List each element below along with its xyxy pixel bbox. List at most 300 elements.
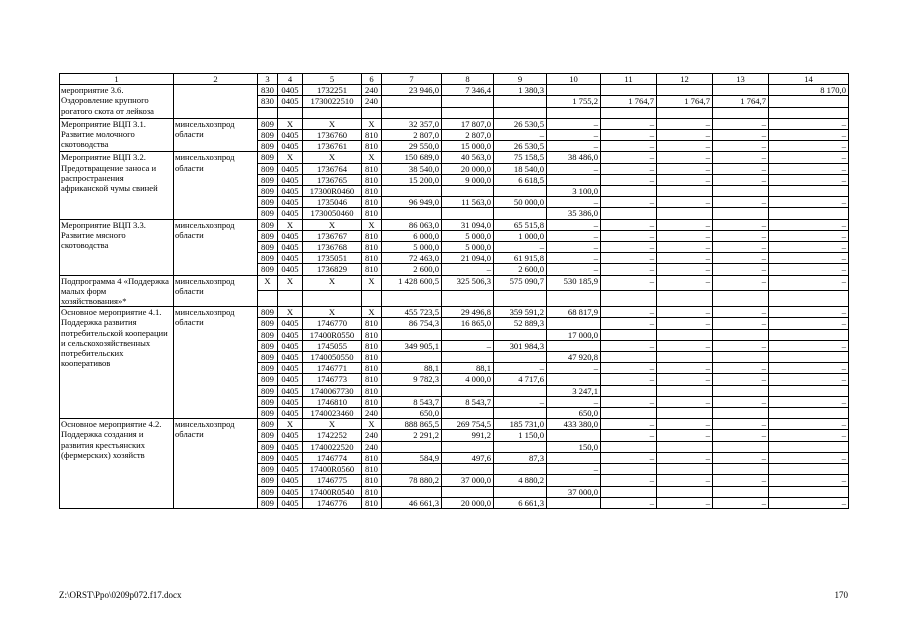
table-cell: 87,3 <box>494 452 547 463</box>
table-cell: X <box>278 152 303 163</box>
table-cell: 4 000,0 <box>442 374 494 385</box>
table-cell: 810 <box>362 197 382 208</box>
table-cell: X <box>303 307 362 318</box>
table-cell: – <box>713 264 769 275</box>
table-cell <box>713 464 769 475</box>
table-cell: 0405 <box>278 197 303 208</box>
table-cell <box>382 186 442 197</box>
table-cell: 809 <box>258 475 278 486</box>
table-cell <box>442 291 494 307</box>
table-cell <box>278 291 303 307</box>
table-cell: 0405 <box>278 130 303 141</box>
table-cell: 6 661,3 <box>494 497 547 508</box>
table-cell: – <box>769 253 849 264</box>
column-number: 12 <box>657 74 713 85</box>
table-cell: – <box>713 118 769 129</box>
table-cell <box>601 208 657 219</box>
table-cell: – <box>769 497 849 508</box>
table-cell: – <box>657 130 713 141</box>
table-cell: 359 591,2 <box>494 307 547 318</box>
table-cell: 75 158,5 <box>494 152 547 163</box>
table-cell: 650,0 <box>382 408 442 419</box>
table-cell <box>442 486 494 497</box>
table-cell: – <box>601 396 657 407</box>
table-cell <box>769 441 849 452</box>
table-cell: – <box>713 130 769 141</box>
table-cell <box>547 291 601 307</box>
table-cell <box>547 475 601 486</box>
table-cell <box>494 107 547 118</box>
table-cell: 46 661,3 <box>382 497 442 508</box>
table-cell: – <box>657 275 713 291</box>
table-cell: – <box>601 374 657 385</box>
table-cell: 1745055 <box>303 340 362 351</box>
table-cell: 50 000,0 <box>494 197 547 208</box>
responsible-executor: минсельхозпрод области <box>174 419 258 509</box>
table-cell: – <box>601 307 657 318</box>
table-cell: – <box>657 118 713 129</box>
table-cell: 809 <box>258 441 278 452</box>
table-cell: – <box>657 253 713 264</box>
event-name: Мероприятие ВЦП 3.3. Развитие мясного скотоводства <box>60 219 174 275</box>
table-cell <box>494 96 547 107</box>
event-name: мероприятие 3.6. Оздоровление крупного рогатого скота от лейкоза <box>60 85 174 119</box>
table-cell: 1742252 <box>303 430 362 441</box>
table-cell <box>442 464 494 475</box>
table-cell: 2 291,2 <box>382 430 442 441</box>
table-cell: 17 000,0 <box>547 329 601 340</box>
table-cell: 1736768 <box>303 242 362 253</box>
table-cell <box>713 385 769 396</box>
table-cell: 1740022520 <box>303 441 362 452</box>
column-number: 13 <box>713 74 769 85</box>
table-cell: 0405 <box>278 242 303 253</box>
table-cell: 26 530,5 <box>494 141 547 152</box>
table-cell: 21 094,0 <box>442 253 494 264</box>
column-number: 9 <box>494 74 547 85</box>
table-cell: – <box>601 219 657 230</box>
table-cell: 17300R0460 <box>303 186 362 197</box>
table-cell: 1740050550 <box>303 352 362 363</box>
table-cell: – <box>657 264 713 275</box>
table-cell <box>601 464 657 475</box>
table-cell: 8 543,7 <box>442 396 494 407</box>
table-cell: 1 000,0 <box>494 230 547 241</box>
table-cell: 809 <box>258 318 278 329</box>
table-cell: 809 <box>258 385 278 396</box>
table-cell: 40 563,0 <box>442 152 494 163</box>
table-cell: – <box>657 197 713 208</box>
table-cell <box>601 291 657 307</box>
table-cell: 7 346,4 <box>442 85 494 96</box>
table-cell: – <box>769 452 849 463</box>
table-cell: 29 496,8 <box>442 307 494 318</box>
table-cell: 1 755,2 <box>547 96 601 107</box>
table-cell <box>601 329 657 340</box>
table-cell: 15 000,0 <box>442 141 494 152</box>
column-number: 11 <box>601 74 657 85</box>
table-cell: – <box>494 396 547 407</box>
table-cell <box>494 352 547 363</box>
table-cell: 26 530,5 <box>494 118 547 129</box>
table-cell: 0405 <box>278 352 303 363</box>
table-cell: 809 <box>258 464 278 475</box>
table-cell <box>442 329 494 340</box>
table-cell: 0405 <box>278 96 303 107</box>
table-cell: – <box>657 230 713 241</box>
table-cell: – <box>547 464 601 475</box>
table-cell <box>382 441 442 452</box>
table-cell: 0405 <box>278 441 303 452</box>
table-cell <box>657 385 713 396</box>
table-cell: 809 <box>258 152 278 163</box>
table-row <box>60 85 849 96</box>
table-cell: X <box>303 219 362 230</box>
table-cell: 15 200,0 <box>382 174 442 185</box>
table-cell <box>547 430 601 441</box>
table-cell <box>657 85 713 96</box>
table-cell <box>442 96 494 107</box>
table-cell <box>601 352 657 363</box>
table-cell: 809 <box>258 352 278 363</box>
table-cell <box>362 291 382 307</box>
table-cell: – <box>713 152 769 163</box>
table-cell: – <box>769 152 849 163</box>
table-cell: X <box>303 419 362 430</box>
table-cell: 0405 <box>278 264 303 275</box>
table-cell: 0405 <box>278 452 303 463</box>
table-cell <box>713 441 769 452</box>
table-cell: – <box>713 275 769 291</box>
table-cell: – <box>713 374 769 385</box>
table-cell <box>442 385 494 396</box>
table-cell: – <box>601 174 657 185</box>
table-cell <box>547 318 601 329</box>
table-cell: 810 <box>362 464 382 475</box>
table-cell: 809 <box>258 197 278 208</box>
table-cell <box>657 186 713 197</box>
event-name: Мероприятие ВЦП 3.2. Предотвращение заноса и распространения африканской чумы свиней <box>60 152 174 219</box>
table-cell: 0405 <box>278 85 303 96</box>
table-cell: 1 428 600,5 <box>382 275 442 291</box>
table-cell: X <box>303 275 362 291</box>
table-cell: 9 000,0 <box>442 174 494 185</box>
table-cell: 1746775 <box>303 475 362 486</box>
table-cell: 809 <box>258 230 278 241</box>
table-cell: – <box>713 197 769 208</box>
table-cell: – <box>547 219 601 230</box>
table-cell: – <box>713 340 769 351</box>
table-cell: 2 807,0 <box>382 130 442 141</box>
table-cell <box>601 186 657 197</box>
table-cell: 1735051 <box>303 253 362 264</box>
table-cell: 1 150,0 <box>494 430 547 441</box>
table-cell: 809 <box>258 497 278 508</box>
table-cell: 0405 <box>278 253 303 264</box>
table-cell: X <box>362 419 382 430</box>
table-cell: – <box>713 419 769 430</box>
table-cell: – <box>547 130 601 141</box>
table-cell: – <box>547 363 601 374</box>
table-cell <box>494 291 547 307</box>
column-number: 4 <box>278 74 303 85</box>
table-cell: 18 540,0 <box>494 163 547 174</box>
column-number: 7 <box>382 74 442 85</box>
table-cell: 1736829 <box>303 264 362 275</box>
table-cell: 830 <box>258 96 278 107</box>
column-number: 8 <box>442 74 494 85</box>
table-cell: 4 880,2 <box>494 475 547 486</box>
table-cell <box>382 208 442 219</box>
table-cell: – <box>769 275 849 291</box>
table-cell: – <box>657 396 713 407</box>
table-cell: – <box>547 197 601 208</box>
table-cell: 0405 <box>278 363 303 374</box>
table-cell: 809 <box>258 396 278 407</box>
table-cell: 0405 <box>278 475 303 486</box>
table-cell <box>769 107 849 118</box>
table-cell <box>657 464 713 475</box>
table-cell: 5 000,0 <box>442 230 494 241</box>
table-cell: 38 486,0 <box>547 152 601 163</box>
table-cell: 830 <box>258 85 278 96</box>
table-cell: 810 <box>362 329 382 340</box>
table-cell: 47 920,8 <box>547 352 601 363</box>
table-cell: 0405 <box>278 318 303 329</box>
table-cell: 810 <box>362 130 382 141</box>
table-cell: – <box>713 163 769 174</box>
table-cell <box>601 408 657 419</box>
table-cell: – <box>769 363 849 374</box>
table-cell: 1746770 <box>303 318 362 329</box>
table-cell: 11 563,0 <box>442 197 494 208</box>
table-cell: – <box>494 363 547 374</box>
table-cell: 6 618,5 <box>494 174 547 185</box>
column-number: 1 <box>60 74 174 85</box>
table-cell: 325 506,3 <box>442 275 494 291</box>
column-number: 10 <box>547 74 601 85</box>
table-cell <box>713 107 769 118</box>
table-cell <box>442 352 494 363</box>
table-cell: – <box>713 253 769 264</box>
table-cell: – <box>713 242 769 253</box>
table-cell: 269 754,5 <box>442 419 494 430</box>
table-cell: 3 247,1 <box>547 385 601 396</box>
table-cell: 810 <box>362 253 382 264</box>
column-number: 3 <box>258 74 278 85</box>
table-cell <box>657 441 713 452</box>
table-cell: 0405 <box>278 430 303 441</box>
table-cell: 29 550,0 <box>382 141 442 152</box>
table-cell <box>657 352 713 363</box>
table-cell: 65 515,8 <box>494 219 547 230</box>
table-cell: 810 <box>362 486 382 497</box>
table-cell: 0405 <box>278 340 303 351</box>
table-cell: 809 <box>258 486 278 497</box>
table-cell: 1740023460 <box>303 408 362 419</box>
table-cell: 0405 <box>278 374 303 385</box>
table-cell <box>382 329 442 340</box>
table-cell: 809 <box>258 408 278 419</box>
table-cell: – <box>547 230 601 241</box>
table-cell <box>547 374 601 385</box>
table-row <box>60 118 849 129</box>
table-cell: – <box>657 419 713 430</box>
table-cell: 0405 <box>278 486 303 497</box>
responsible-executor: минсельхозпрод области <box>174 275 258 307</box>
table-cell: – <box>657 363 713 374</box>
table-cell: 809 <box>258 452 278 463</box>
table-cell: 809 <box>258 219 278 230</box>
table-cell: – <box>769 197 849 208</box>
table-cell: – <box>601 363 657 374</box>
table-cell: – <box>769 118 849 129</box>
table-cell: 2 807,0 <box>442 130 494 141</box>
table-cell: – <box>601 318 657 329</box>
table-cell: 0405 <box>278 208 303 219</box>
table-cell: – <box>601 419 657 430</box>
table-cell: – <box>494 130 547 141</box>
table-cell: X <box>278 118 303 129</box>
table-cell: 32 357,0 <box>382 118 442 129</box>
table-cell: 888 865,5 <box>382 419 442 430</box>
table-cell: 3 100,0 <box>547 186 601 197</box>
table-cell: 0405 <box>278 329 303 340</box>
table-cell: 150,0 <box>547 441 601 452</box>
table-cell <box>442 107 494 118</box>
table-cell: – <box>601 141 657 152</box>
column-number: 5 <box>303 74 362 85</box>
table-cell: – <box>713 452 769 463</box>
table-cell <box>657 208 713 219</box>
table-cell <box>494 464 547 475</box>
table-cell <box>494 186 547 197</box>
table-cell: X <box>258 275 278 291</box>
table-cell: 810 <box>362 318 382 329</box>
table-cell <box>769 486 849 497</box>
table-cell: 0405 <box>278 141 303 152</box>
table-cell: 6 000,0 <box>382 230 442 241</box>
table-cell: 0405 <box>278 396 303 407</box>
table-cell: 0405 <box>278 174 303 185</box>
table-cell: 809 <box>258 118 278 129</box>
table-cell: 240 <box>362 408 382 419</box>
table-cell: 810 <box>362 363 382 374</box>
table-cell: X <box>362 275 382 291</box>
table-cell: 1736764 <box>303 163 362 174</box>
table-cell: 809 <box>258 329 278 340</box>
table-cell <box>494 385 547 396</box>
table-cell: 86 063,0 <box>382 219 442 230</box>
table-cell: – <box>769 230 849 241</box>
table-cell: 1736760 <box>303 130 362 141</box>
table-cell: 240 <box>362 441 382 452</box>
table-cell <box>713 291 769 307</box>
table-cell: – <box>657 174 713 185</box>
table-cell: X <box>362 219 382 230</box>
table-cell: 575 090,7 <box>494 275 547 291</box>
table-cell: X <box>303 152 362 163</box>
table-cell <box>382 352 442 363</box>
table-cell: – <box>713 363 769 374</box>
table-cell: 810 <box>362 141 382 152</box>
table-cell: – <box>657 219 713 230</box>
table-cell: – <box>601 230 657 241</box>
table-cell <box>713 329 769 340</box>
table-cell: – <box>601 475 657 486</box>
table-cell <box>769 464 849 475</box>
table-cell: – <box>601 163 657 174</box>
table-cell: – <box>713 497 769 508</box>
table-cell: 650,0 <box>547 408 601 419</box>
table-cell: – <box>657 163 713 174</box>
table-cell: 810 <box>362 340 382 351</box>
table-cell <box>362 107 382 118</box>
table-cell: – <box>657 242 713 253</box>
table-cell: 1730050460 <box>303 208 362 219</box>
table-cell: 0405 <box>278 464 303 475</box>
table-cell <box>601 385 657 396</box>
table-cell <box>494 208 547 219</box>
table-cell: – <box>657 497 713 508</box>
table-cell: – <box>494 242 547 253</box>
table-cell <box>303 291 362 307</box>
table-cell: 810 <box>362 208 382 219</box>
table-cell: – <box>547 264 601 275</box>
table-cell: – <box>547 253 601 264</box>
table-cell: – <box>601 430 657 441</box>
table-cell <box>601 107 657 118</box>
table-cell <box>601 486 657 497</box>
table-cell: 17400R0540 <box>303 486 362 497</box>
table-cell: 20 000,0 <box>442 163 494 174</box>
table-cell: 20 000,0 <box>442 497 494 508</box>
table-cell <box>494 441 547 452</box>
table-cell: 809 <box>258 163 278 174</box>
table-cell: 810 <box>362 396 382 407</box>
table-cell <box>657 408 713 419</box>
table-cell <box>442 208 494 219</box>
table-cell: 810 <box>362 475 382 486</box>
table-cell: 23 946,0 <box>382 85 442 96</box>
table-cell: 810 <box>362 452 382 463</box>
table-cell: – <box>657 452 713 463</box>
table-cell: – <box>657 475 713 486</box>
table-cell: 809 <box>258 340 278 351</box>
table-cell: 1736767 <box>303 230 362 241</box>
table-cell: 1 380,3 <box>494 85 547 96</box>
table-cell: X <box>278 275 303 291</box>
table-cell: 1746773 <box>303 374 362 385</box>
table-cell: 497,6 <box>442 452 494 463</box>
table-cell: 0405 <box>278 230 303 241</box>
table-cell: – <box>713 307 769 318</box>
column-number: 2 <box>174 74 258 85</box>
table-cell: X <box>362 152 382 163</box>
table-cell: 17 807,0 <box>442 118 494 129</box>
table-cell <box>713 486 769 497</box>
table-cell: 2 600,0 <box>494 264 547 275</box>
table-cell: 810 <box>362 497 382 508</box>
table-row <box>60 307 849 318</box>
table-cell <box>442 441 494 452</box>
table-cell: 809 <box>258 419 278 430</box>
table-cell: 240 <box>362 430 382 441</box>
table-cell: 72 463,0 <box>382 253 442 264</box>
table-cell <box>657 329 713 340</box>
table-cell: – <box>547 163 601 174</box>
table-cell <box>382 96 442 107</box>
